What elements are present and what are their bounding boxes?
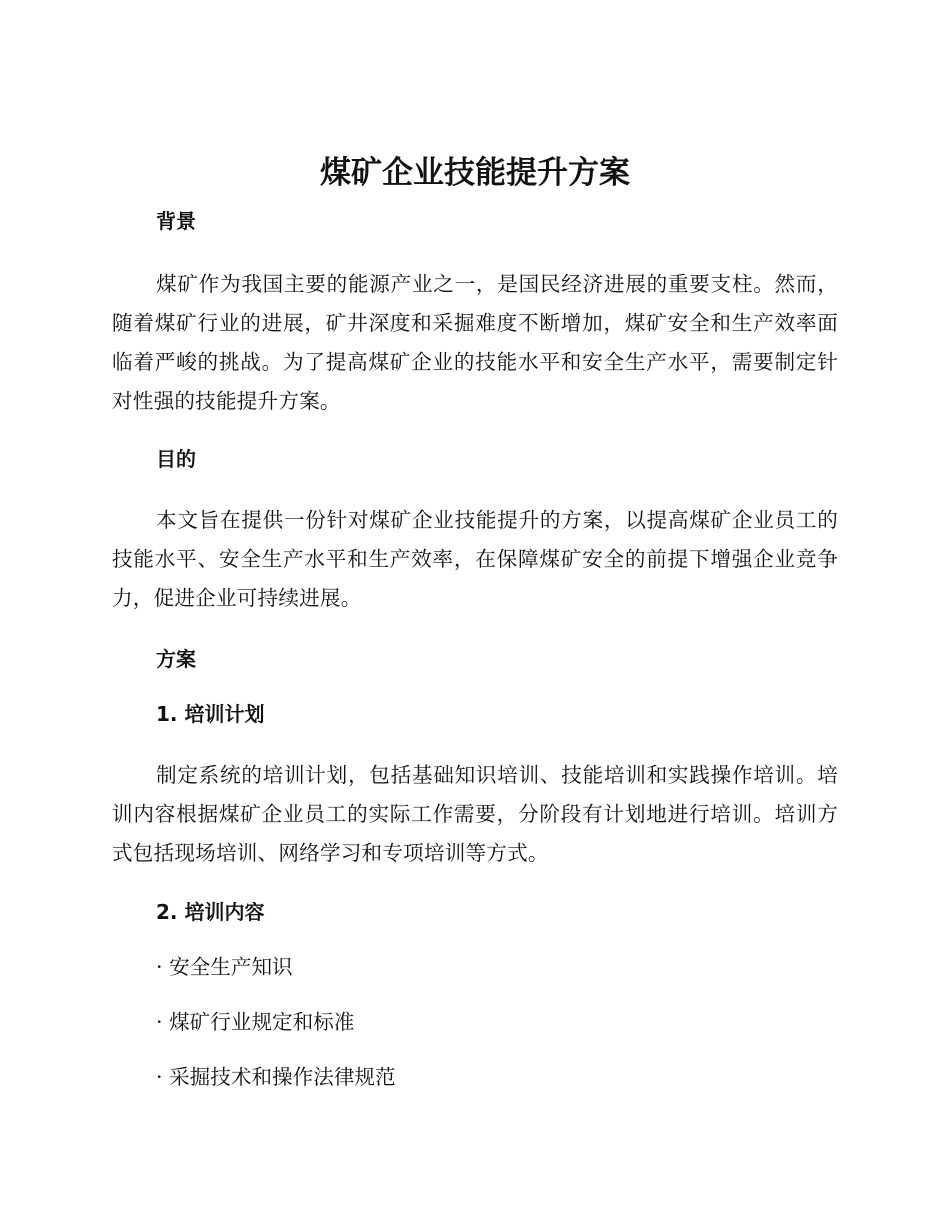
document-title: 煤矿企业技能提升方案 — [320, 155, 630, 191]
training-plan-paragraph: 制定系统的培训计划，包括基础知识培训、技能培训和实践操作培训。培训内容根据煤矿企业员工的实际工作需要，分阶段有计划地进行培训。培训方式包括现场培训、网络学习和专项培训等方式。 — [112, 763, 838, 865]
subheading-training-content: 2. 培训内容 — [156, 900, 265, 924]
goal-paragraph: 本文旨在提供一份针对煤矿企业技能提升的方案，以提高煤矿企业员工的技能水平、安全生产水平和生产效率，在保障煤矿安全的前提下增强企业竞争力，促进企业可持续进展。 — [112, 508, 838, 610]
section-heading-background: 背景 — [156, 209, 196, 233]
subheading-training-plan: 1. 培训计划 — [156, 702, 265, 726]
list-item: · 采掘技术和操作法律规范 — [156, 1065, 396, 1089]
list-item: · 安全生产知识 — [156, 955, 293, 979]
section-heading-goal: 目的 — [156, 447, 196, 471]
background-paragraph: 煤矿作为我国主要的能源产业之一，是国民经济进展的重要支柱。然而，随着煤矿行业的进展，矿井深度和采掘难度不断增加，煤矿安全和生产效率面临着严峻的挑战。为了提高煤矿企业的技能水平和安全生产水平，需要制定针对性强的技能提升方案。 — [112, 272, 838, 413]
list-item: · 煤矿行业规定和标准 — [156, 1010, 355, 1034]
section-heading-plan: 方案 — [156, 647, 196, 671]
